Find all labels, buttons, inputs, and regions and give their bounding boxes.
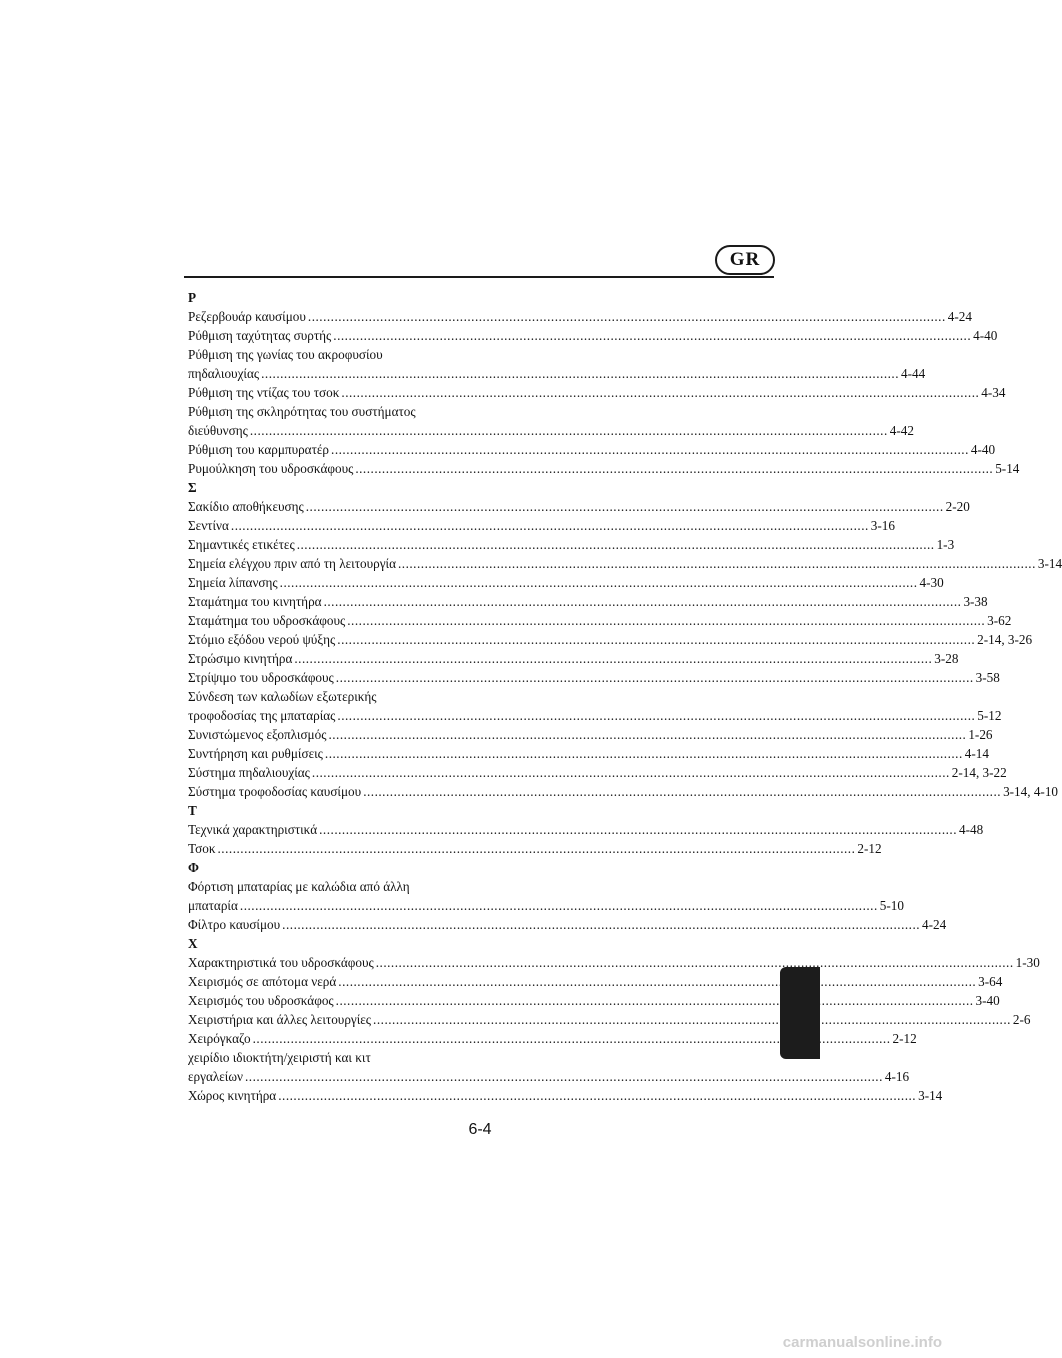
dot-leader	[328, 725, 966, 744]
dot-leader	[218, 839, 856, 858]
index-entry	[188, 1067, 910, 1086]
index-entry-page: 2-20	[945, 499, 970, 514]
index-entry-text: Στόμιο εξόδου νερού ψύξης	[188, 632, 336, 647]
section-letter: Φ	[188, 860, 199, 875]
index-entry-text: Συντήρηση και ρυθμίσεις	[188, 746, 323, 761]
index-entry-page: 5-12	[977, 708, 1002, 723]
index-entry-text: Χειρισμός σε απότομα νερά	[188, 974, 337, 989]
index-entry-line: Σύνδεση των καλωδίων εξωτερικής	[188, 689, 377, 704]
dot-leader	[294, 649, 932, 668]
index-entry	[188, 573, 944, 592]
index-entry-page: 3-14	[918, 1088, 943, 1103]
index-entry	[188, 1010, 1031, 1029]
dot-leader	[336, 991, 974, 1010]
index-entry	[188, 516, 895, 535]
index-entry-page: 3-58	[975, 670, 1000, 685]
index-entry	[188, 953, 1040, 972]
index-entry-page: 2-14, 3-26	[977, 632, 1033, 647]
index-entry-text: Ρύθμιση ταχύτητας συρτής	[188, 328, 332, 343]
index-entry-page: 3-38	[963, 594, 988, 609]
index-entry	[188, 725, 993, 744]
dot-leader	[333, 326, 971, 345]
index-entry-text: Ρύθμιση του καρμπυρατέρ	[188, 442, 330, 457]
index-entry-text: Ρύθμιση της ντίζας του τσοκ	[188, 385, 340, 400]
index-entry-text: Σεντίνα	[188, 518, 229, 533]
index-entry-text: Σακίδιο αποθήκευσης	[188, 499, 304, 514]
index-entry-page: 4-14	[964, 746, 989, 761]
index-entry-page: 4-30	[919, 575, 944, 590]
dot-leader	[373, 1010, 1011, 1029]
dot-leader	[363, 782, 1001, 801]
index-entry-page: 2-14, 3-22	[951, 765, 1007, 780]
index-entry-text: Τσοκ	[188, 841, 216, 856]
index-entry	[188, 763, 1007, 782]
index-entry-page: 5-14	[995, 461, 1020, 476]
dot-leader	[280, 573, 918, 592]
section-letter: Σ	[188, 480, 197, 495]
chapter-side-tab	[780, 967, 820, 1059]
dot-leader	[306, 497, 944, 516]
dot-leader	[336, 668, 974, 687]
dot-leader	[261, 364, 899, 383]
index-entry-text: Τεχνικά χαρακτηριστικά	[188, 822, 318, 837]
index-entry-page: 4-48	[959, 822, 984, 837]
index-entry-text: Σταμάτημα του κινητήρα	[188, 594, 322, 609]
index-entry-text: Στρίψιμο του υδροσκάφους	[188, 670, 334, 685]
index-entry	[188, 307, 972, 326]
index-column	[188, 288, 1062, 1105]
dot-leader	[250, 421, 888, 440]
index-entry	[188, 896, 904, 915]
index-entry-text: τροφοδοσίας της μπαταρίας	[188, 708, 336, 723]
dot-leader	[355, 459, 993, 478]
index-entry	[188, 668, 1000, 687]
dot-leader	[341, 383, 979, 402]
index-entry-page: 3-28	[934, 651, 959, 666]
index-entry-page: 4-44	[901, 366, 926, 381]
index-entry	[188, 497, 970, 516]
index-entry-text: Σημεία λίπανσης	[188, 575, 278, 590]
section-letter: Τ	[188, 803, 197, 818]
language-badge	[715, 245, 775, 275]
index-entry-page: 1-30	[1015, 955, 1040, 970]
dot-leader	[312, 763, 950, 782]
index-entry	[188, 459, 1020, 478]
watermark: carmanualsonline.info	[782, 1334, 942, 1351]
index-entry-page: 4-24	[947, 309, 972, 324]
section-letter: Ρ	[188, 290, 197, 305]
index-entry-text: Σταμάτημα του υδροσκάφους	[188, 613, 346, 628]
index-entry	[188, 744, 989, 763]
index-entry	[188, 592, 988, 611]
language-badge-label: GR	[729, 249, 761, 270]
index-entry	[188, 820, 984, 839]
index-entry-line: χειρίδιο ιδιοκτήτη/χειριστή και κιτ	[188, 1050, 371, 1065]
index-entry-text: Χαρακτηριστικά του υδροσκάφους	[188, 955, 374, 970]
index-entry-text: πηδαλιουχίας	[188, 366, 260, 381]
dot-leader	[337, 630, 975, 649]
dot-leader	[347, 611, 985, 630]
index-entry-text: Φίλτρο καυσίμου	[188, 917, 281, 932]
dot-leader	[297, 535, 935, 554]
index-entry	[188, 364, 926, 383]
index-entry-text: Ρεζερβουάρ καυσίμου	[188, 309, 306, 324]
dot-leader	[278, 1086, 916, 1105]
index-entry-page: 4-24	[922, 917, 947, 932]
index-entry-page: 1-26	[968, 727, 993, 742]
index-entry-text: Σύστημα τροφοδοσίας καυσίμου	[188, 784, 362, 799]
index-entry	[188, 839, 882, 858]
index-entry	[188, 991, 1000, 1010]
index-entry-page: 4-40	[973, 328, 998, 343]
dot-leader	[324, 592, 962, 611]
index-entry-page: 3-14, 4-10	[1003, 784, 1059, 799]
index-entry-page: 4-42	[889, 423, 914, 438]
index-entry	[188, 326, 998, 345]
dot-leader	[245, 1067, 883, 1086]
index-entry-page: 2-12	[857, 841, 882, 856]
index-entry-text: Σημαντικές ετικέτες	[188, 537, 295, 552]
index-entry	[188, 554, 1062, 573]
dot-leader	[282, 915, 920, 934]
index-entry-text: Στρώσιμο κινητήρα	[188, 651, 293, 666]
index-entry	[188, 649, 959, 668]
index-entry-text: Σημεία ελέγχου πριν από τη λειτουργία	[188, 556, 396, 571]
index-entry	[188, 706, 1002, 725]
index-entry-line: Φόρτιση μπαταρίας με καλώδια από άλλη	[188, 879, 410, 894]
index-entry	[188, 782, 1059, 801]
index-entry-line: Ρύθμιση της γωνίας του ακροφυσίου	[188, 347, 383, 362]
index-entry-text: μπαταρία	[188, 898, 238, 913]
index-entry-text: Χειριστήρια και άλλες λειτουργίες	[188, 1012, 372, 1027]
dot-leader	[331, 440, 969, 459]
index-entry	[188, 1029, 917, 1048]
index-entry	[188, 535, 955, 554]
index-entry-text: Ρυμούλκηση του υδροσκάφους	[188, 461, 354, 476]
index-entry-text: Σύστημα πηδαλιουχίας	[188, 765, 310, 780]
index-entry-text: Χειρισμός του υδροσκάφος	[188, 993, 334, 1008]
index-entry	[188, 611, 1012, 630]
dot-leader	[337, 706, 975, 725]
index-entry	[188, 915, 947, 934]
index-entry-page: 3-40	[975, 993, 1000, 1008]
index-entry-text: Συνιστώμενος εξοπλισμός	[188, 727, 327, 742]
index-entry	[188, 1086, 943, 1105]
dot-leader	[231, 516, 869, 535]
index-entry-text: διεύθυνσης	[188, 423, 248, 438]
index-entry-page: 3-64	[978, 974, 1003, 989]
index-entry-page: 5-10	[879, 898, 904, 913]
index-entry-text: Χώρος κινητήρα	[188, 1088, 277, 1103]
index-entry	[188, 972, 1003, 991]
dot-leader	[319, 820, 957, 839]
index-entry-page: 4-34	[981, 385, 1006, 400]
index-entry-page: 4-16	[884, 1069, 910, 1084]
index-entry-page: 3-62	[987, 613, 1012, 628]
index-entry-line: Ρύθμιση της σκληρότητας του συστήματος	[188, 404, 416, 419]
index-entry-page: 3-16	[870, 518, 895, 533]
index-entry-text: Χειρόγκαζο	[188, 1031, 251, 1046]
index-entry	[188, 630, 1033, 649]
index-entry	[188, 440, 996, 459]
header-rule	[184, 276, 774, 278]
index-entry-page: 2-12	[892, 1031, 917, 1046]
index-entry-page: 2-6	[1012, 1012, 1031, 1027]
index-entry-page: 1-3	[936, 537, 955, 552]
dot-leader	[240, 896, 878, 915]
dot-leader	[376, 953, 1014, 972]
index-entry-text: εργαλείων	[188, 1069, 243, 1084]
dot-leader	[325, 744, 963, 763]
index-entry	[188, 383, 1006, 402]
page-number: 6-4	[468, 1121, 492, 1138]
section-letter: Χ	[188, 936, 198, 951]
dot-leader	[398, 554, 1036, 573]
dot-leader	[338, 972, 976, 991]
index-entry-page: 4-40	[970, 442, 996, 457]
index-entry	[188, 421, 914, 440]
dot-leader	[308, 307, 946, 326]
index-entry-page: 3-14	[1037, 556, 1062, 571]
